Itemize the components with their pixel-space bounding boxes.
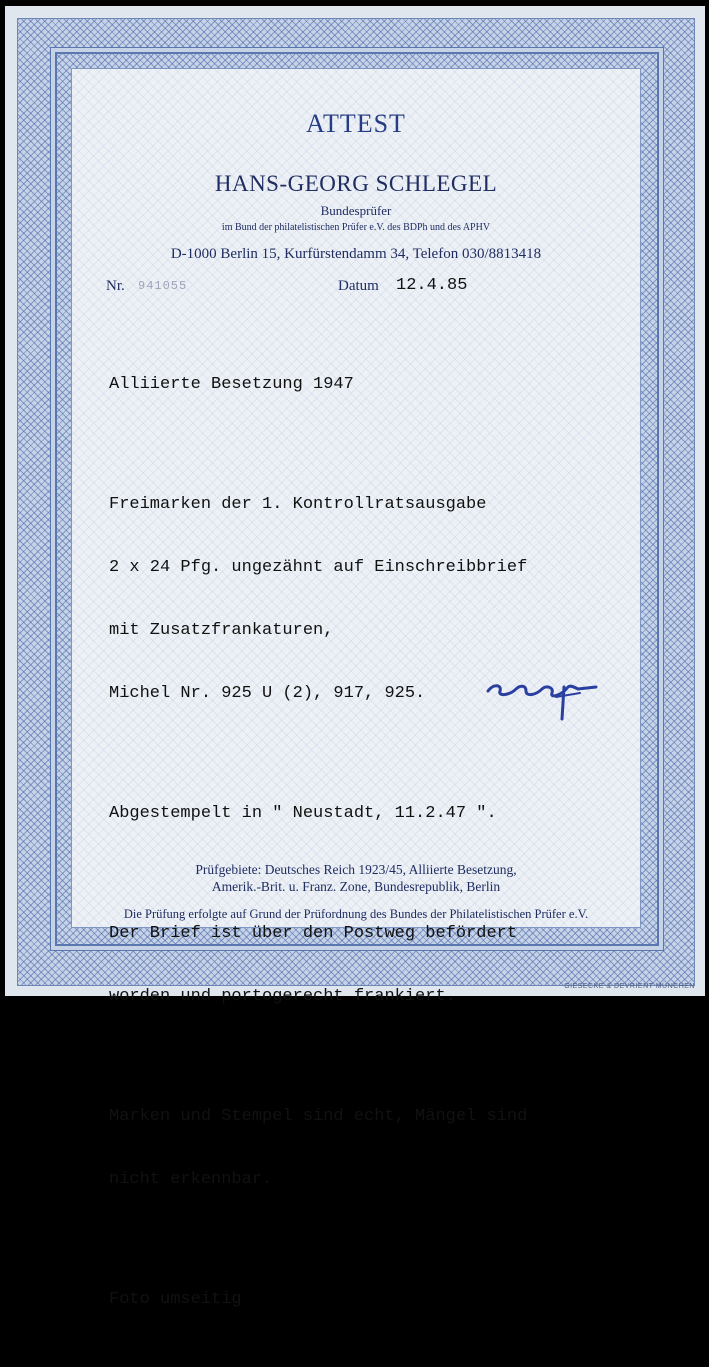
signature	[482, 673, 602, 723]
number-label: Nr.	[106, 278, 125, 294]
text-line: Michel Nr. 925 U (2), 917, 925.	[109, 684, 426, 703]
examiner-association: im Bund der philatelistischen Prüfer e.V. des BDPh und des APHV	[221, 222, 491, 233]
text-line: Freimarken der 1. Kontrollratsausgabe	[109, 495, 487, 514]
text-line: nicht erkennbar.	[109, 1170, 273, 1189]
paragraph	[109, 332, 629, 437]
examiner-role: Bundesprüfer	[320, 203, 392, 218]
examination-fields	[72, 861, 640, 895]
examiner-address: D-1000 Berlin 15, Kurfürstendamm 34, Telefon 030/8813418	[170, 246, 542, 262]
text-line: Marken und Stempel sind echt, Mängel sind	[109, 1107, 528, 1126]
examination-note: Die Prüfung erfolgte auf Grund der Prüfordnung des Bundes der Philatelistischen Prüfer e.V.	[123, 907, 589, 921]
examiner-name: HANS-GEORG SCHLEGEL	[214, 171, 498, 196]
text-line: Der Brief ist über den Postweg befördert	[109, 924, 518, 943]
text-line: Abgestempelt in " Neustadt, 11.2.47 ".	[109, 804, 497, 823]
text-line: worden und portogerecht frankiert.	[109, 987, 456, 1006]
printer-imprint: GIESECKE & DEVRIENT MÜNCHEN	[564, 983, 695, 990]
paragraph	[109, 761, 629, 866]
certificate-title: ATTEST	[306, 109, 406, 138]
certificate-date: 12.4.85	[396, 276, 468, 295]
fields-line: Amerik.-Brit. u. Franz. Zone, Bundesrepublik, Berlin	[211, 879, 501, 894]
text-line: 2 x 24 Pfg. ungezähnt auf Einschreibbrief	[109, 558, 528, 577]
certificate-text	[109, 332, 629, 1367]
date-label: Datum	[338, 278, 379, 294]
certificate-number: 941055	[138, 279, 188, 293]
text-line: Foto umseitig	[109, 1290, 242, 1309]
text-line: Alliierte Besetzung 1947	[109, 375, 354, 394]
paragraph	[109, 1064, 629, 1232]
paragraph	[109, 1247, 629, 1352]
text-line: mit Zusatzfrankaturen,	[109, 621, 334, 640]
certificate-sheet	[5, 6, 705, 1309]
fields-line: Prüfgebiete: Deutsches Reich 1923/45, Alliierte Besetzung,	[195, 862, 517, 877]
